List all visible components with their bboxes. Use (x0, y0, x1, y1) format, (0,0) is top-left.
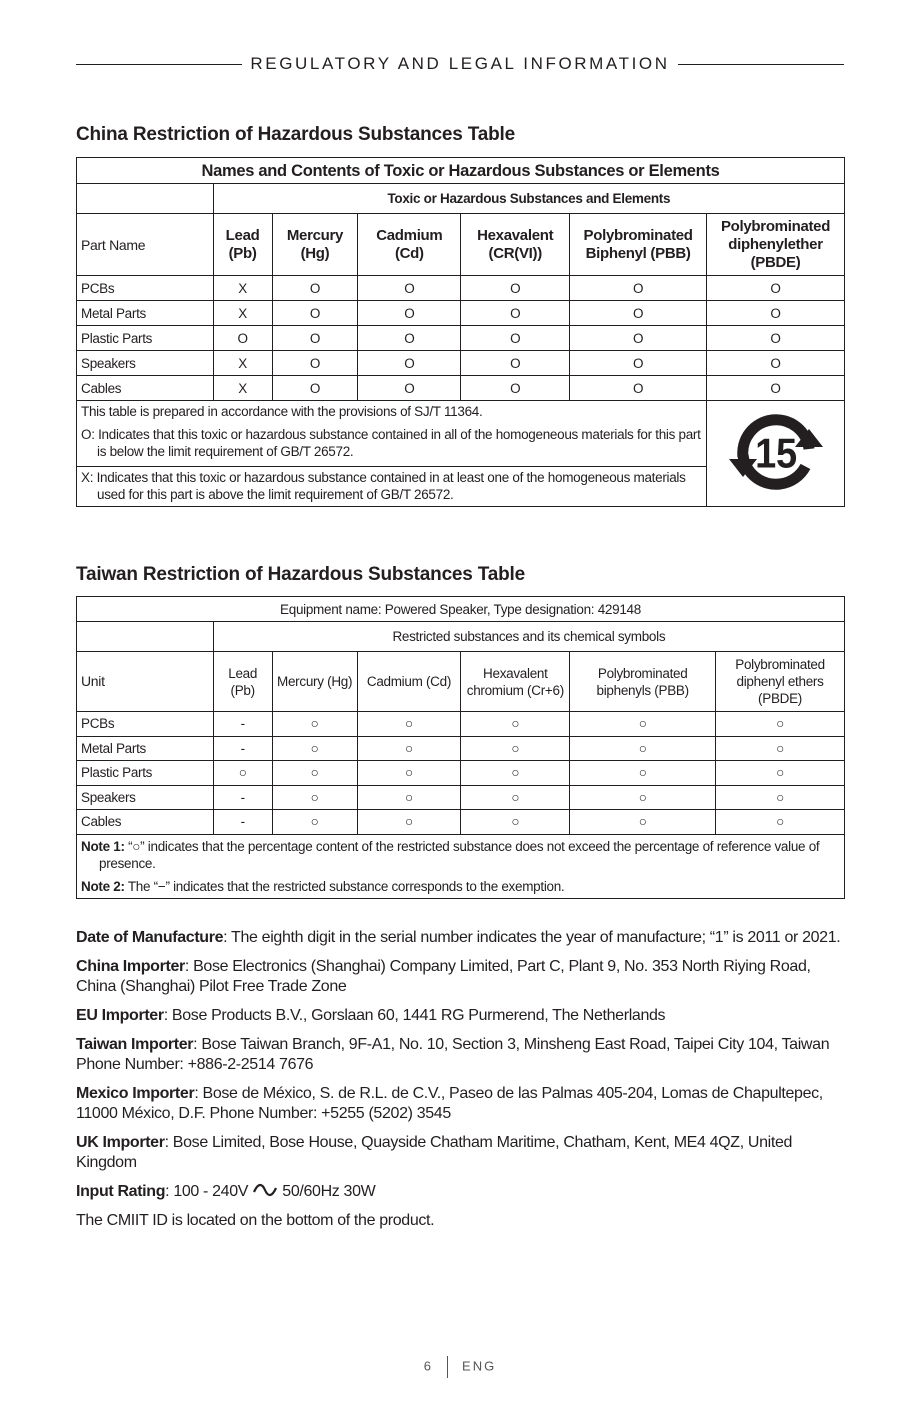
substance-cell: O (272, 326, 358, 351)
environment-friendly-use-period-15-logo (721, 407, 831, 497)
substance-cell: ○ (570, 736, 716, 761)
input-rating-frequency: 50/60Hz 30W (278, 1183, 376, 1200)
substance-cell: O (213, 326, 272, 351)
note-text: “○” indicates that the percentage content of the restricted substance does not exceed the percentage of reference value of presence. (99, 838, 820, 871)
empty-cell (77, 622, 214, 652)
table-row (77, 301, 845, 326)
part-name-cell: PCBs (77, 712, 214, 737)
table-subheader: Restricted substances and its chemical symbols (213, 622, 844, 652)
part-name-cell: Plastic Parts (77, 326, 214, 351)
substance-cell: O (358, 376, 461, 401)
substance-cell: O (272, 351, 358, 376)
page-footer (0, 1356, 920, 1378)
substance-cell: ○ (272, 761, 357, 786)
table-row (77, 376, 845, 401)
substance-cell: ○ (272, 712, 357, 737)
substance-cell: O (461, 326, 570, 351)
table-row (77, 276, 845, 301)
substance-cell: - (213, 810, 272, 835)
cmiit-note: The CMIIT ID is located on the bottom of the product. (76, 1212, 435, 1229)
column-header: Mercury (Hg) (272, 214, 358, 276)
substance-cell: ○ (570, 810, 716, 835)
column-header: Hexavalent chromium (Cr+6) (461, 652, 570, 712)
substance-cell: ○ (272, 810, 357, 835)
table-notes (77, 401, 707, 507)
substance-cell: O (570, 301, 707, 326)
ac-wave-icon (252, 1183, 278, 1197)
substance-cell: O (358, 351, 461, 376)
note-2 (81, 878, 840, 895)
substance-cell: O (461, 351, 570, 376)
column-header: Hexavalent (CR(VI)) (461, 214, 570, 276)
table-row (77, 736, 845, 761)
column-header: Polybrominated diphenyl ethers (PBDE) (716, 652, 845, 712)
table-title: Equipment name: Powered Speaker, Type designation: 429148 (77, 597, 845, 622)
importer-info (76, 928, 846, 1240)
substance-cell: O (358, 276, 461, 301)
substance-cell: ○ (716, 785, 845, 810)
info-item (76, 1084, 846, 1124)
table-subheader: Toxic or Hazardous Substances and Elements (213, 184, 844, 214)
info-label: EU Importer (76, 1007, 164, 1024)
substance-cell: - (213, 736, 272, 761)
china-rohs-heading: China Restriction of Hazardous Substances Table (76, 124, 515, 145)
substance-cell: ○ (213, 761, 272, 786)
substance-cell: ○ (716, 761, 845, 786)
language-label: ENG (462, 1358, 497, 1374)
column-header: Lead (Pb) (213, 214, 272, 276)
table-row (77, 326, 845, 351)
input-rating-voltage: : 100 - 240V (165, 1183, 253, 1200)
substance-cell: X (213, 276, 272, 301)
substance-cell: ○ (272, 785, 357, 810)
substance-cell: ○ (272, 736, 357, 761)
substance-cell: O (358, 301, 461, 326)
substance-cell: ○ (570, 761, 716, 786)
part-name-cell: Cables (77, 810, 214, 835)
header-rule (76, 64, 242, 65)
empty-cell (77, 184, 214, 214)
substance-cell: X (213, 301, 272, 326)
part-name-cell: Metal Parts (77, 736, 214, 761)
column-header: Polybrominated biphenyls (PBB) (570, 652, 716, 712)
column-header: Polybrominated diphenylether (PBDE) (707, 214, 845, 276)
substance-cell: ○ (461, 736, 570, 761)
note-x: X: Indicates that this toxic or hazardous substance contained in at least one of the homogeneous materials used for this part is above the limit requirement of GB/T 26572. (81, 470, 686, 502)
info-text: : Bose Taiwan Branch, 9F-A1, No. 10, Section 3, Minsheng East Road, Taipei City 104, Taiwan Phone Number: +886-2-2514 7676 (76, 1036, 830, 1073)
substance-cell: O (461, 301, 570, 326)
substance-cell: ○ (570, 712, 716, 737)
substance-cell: O (570, 276, 707, 301)
substance-cell: O (707, 301, 845, 326)
info-label: China Importer (76, 958, 185, 975)
taiwan-rohs-heading: Taiwan Restriction of Hazardous Substances Table (76, 564, 525, 585)
part-name-cell: PCBs (77, 276, 214, 301)
info-item (76, 928, 846, 948)
info-item (76, 957, 846, 997)
substance-cell: O (272, 376, 358, 401)
info-label: Mexico Importer (76, 1085, 195, 1102)
substance-cell: O (707, 326, 845, 351)
substance-cell: - (213, 712, 272, 737)
info-text: : Bose Electronics (Shanghai) Company Limited, Part C, Plant 9, No. 353 North Riying Road, China (Shanghai) Pilot Free Trade Zone (76, 958, 811, 995)
column-header: Lead (Pb) (213, 652, 272, 712)
substance-cell: O (358, 326, 461, 351)
substance-cell: ○ (461, 712, 570, 737)
header-rule (678, 64, 844, 65)
substance-cell: ○ (716, 810, 845, 835)
column-header: Cadmium (Cd) (358, 214, 461, 276)
part-name-cell: Metal Parts (77, 301, 214, 326)
page-number: 6 (423, 1358, 434, 1374)
substance-cell: ○ (357, 736, 461, 761)
substance-cell: ○ (461, 785, 570, 810)
table-row (77, 351, 845, 376)
substance-cell: ○ (716, 712, 845, 737)
substance-cell: X (213, 376, 272, 401)
table-row (77, 810, 845, 835)
substance-cell: O (461, 376, 570, 401)
part-name-cell: Plastic Parts (77, 761, 214, 786)
china-rohs-table (76, 157, 845, 507)
table-title: Names and Contents of Toxic or Hazardous Substances or Elements (77, 158, 845, 184)
table-row (77, 761, 845, 786)
column-header: Polybrominated Biphenyl (PBB) (570, 214, 707, 276)
info-text: : Bose Limited, Bose House, Quayside Chatham Maritime, Chatham, Kent, ME4 4QZ, United Kingdom (76, 1134, 793, 1171)
note-text: The “−” indicates that the restricted substance corresponds to the exemption. (124, 878, 565, 894)
table-notes (77, 834, 845, 898)
substance-cell: ○ (570, 785, 716, 810)
substance-cell: ○ (357, 712, 461, 737)
note-label: Note 1: (81, 838, 125, 854)
info-item (76, 1133, 846, 1173)
info-text: : Bose de México, S. de R.L. de C.V., Paseo de las Palmas 405-204, Lomas de Chapultepec, 11000 México, D.F. Phone Number: +5255 (5202) 3545 (76, 1085, 823, 1122)
info-label: UK Importer (76, 1134, 165, 1151)
note-standard: This table is prepared in accordance with the provisions of SJ/T 11364. (81, 404, 483, 419)
substance-cell: O (570, 351, 707, 376)
column-header: Mercury (Hg) (272, 652, 357, 712)
substance-cell: - (213, 785, 272, 810)
taiwan-rohs-table (76, 596, 845, 899)
substance-cell: O (272, 276, 358, 301)
header-title: REGULATORY AND LEGAL INFORMATION (250, 54, 670, 73)
note-o: O: Indicates that this toxic or hazardous substance contained in all of the homogeneous materials for this part is below the limit requirement of GB/T 26572. (77, 424, 706, 467)
substance-cell: O (570, 326, 707, 351)
substance-cell: ○ (461, 761, 570, 786)
substance-cell: O (707, 276, 845, 301)
substance-cell: O (570, 376, 707, 401)
column-header: Unit (77, 652, 214, 712)
substance-cell: ○ (461, 810, 570, 835)
table-row (77, 712, 845, 737)
part-name-cell: Cables (77, 376, 214, 401)
footer-divider (447, 1356, 448, 1378)
info-item (76, 1006, 846, 1026)
substance-cell: ○ (357, 810, 461, 835)
info-label: Taiwan Importer (76, 1036, 194, 1053)
info-text: : The eighth digit in the serial number indicates the year of manufacture; “1” is 2011 or 2021. (223, 929, 841, 946)
info-text: : Bose Products B.V., Gorslaan 60, 1441 RG Purmerend, The Netherlands (163, 1007, 666, 1024)
epup-logo-cell (707, 401, 845, 507)
svg-text:15: 15 (754, 430, 797, 477)
column-header: Cadmium (Cd) (357, 652, 461, 712)
part-name-cell: Speakers (77, 785, 214, 810)
substance-cell: ○ (357, 761, 461, 786)
substance-cell: O (272, 301, 358, 326)
info-label: Date of Manufacture (76, 929, 224, 946)
input-rating-label: Input Rating (76, 1183, 166, 1200)
substance-cell: O (707, 351, 845, 376)
input-rating (76, 1182, 846, 1202)
part-name-cell: Speakers (77, 351, 214, 376)
substance-cell: ○ (357, 785, 461, 810)
substance-cell: O (707, 376, 845, 401)
note-label: Note 2: (81, 878, 125, 894)
substance-cell: X (213, 351, 272, 376)
substance-cell: ○ (716, 736, 845, 761)
info-item (76, 1035, 846, 1075)
table-row (77, 785, 845, 810)
note-1 (81, 838, 840, 872)
substance-cell: O (461, 276, 570, 301)
page-header (76, 54, 844, 74)
column-header: Part Name (77, 214, 214, 276)
